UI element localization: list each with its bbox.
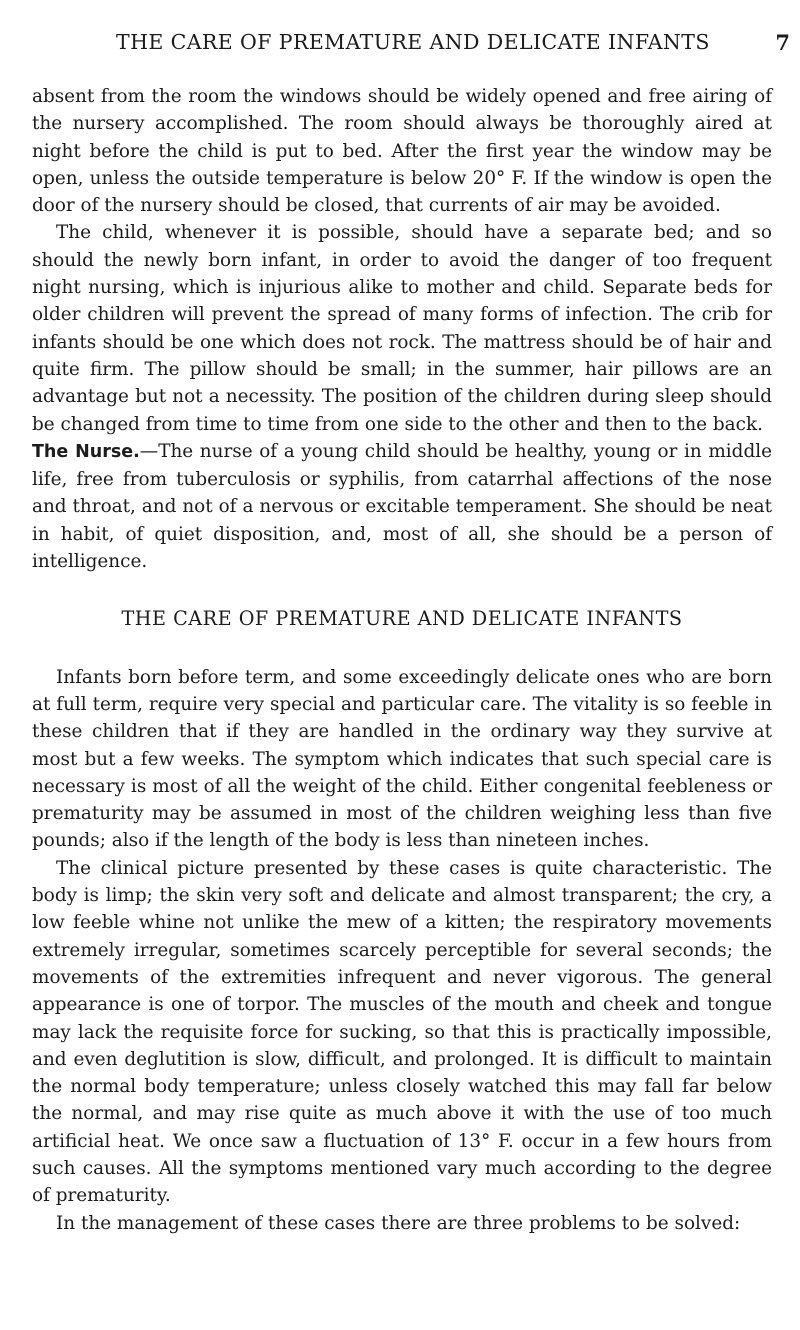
paragraph-management: In the management of these cases there are three problems to be solved:	[56, 1212, 741, 1234]
running-head	[20, 30, 790, 60]
section-heading: THE CARE OF PREMATURE AND DELICATE INFANTS	[121, 607, 683, 631]
paragraph-nurse	[32, 438, 772, 575]
paragraph-clinical-picture: The clinical picture presented by these cases is quite characteristic. The body is limp; the skin very soft and delicate and almost transparent; the cry, a low feeble whine not unlike the mew of a kitten; the respiratory movements extremely irregular, sometimes scarcely perceptible for several seconds; the movements of the extremities infrequent and never vigorous. The general appearance is one of torpor. The muscles of the mouth and cheek and tongue may lack the requisite force for sucking, so that this is practically impossible, and even deglutition is slow, difficult, and prolonged. It is difficult to maintain the normal body temperature; unless closely watched this may fall far below the normal, and may rise quite as much above it with the use of too much artificial heat. We once saw a fluctuation of 13° F. occur in a few hours from such causes. All the symptoms mentioned vary much according to the degree of prematurity.	[32, 857, 772, 1207]
running-title: THE CARE OF PREMATURE AND DELICATE INFANTS	[116, 30, 710, 54]
run-in-heading-nurse: The Nurse.	[32, 441, 140, 462]
body-text	[32, 83, 772, 1237]
paragraph-nurse-text: —The nurse of a young child should be healthy, young or in middle life, free from tuberculosis or syphilis, from catarrhal affections of the nose and throat, and not of a nervous or excitable temperament. She should be neat in habit, of quiet disposition, and, most of all, she should be a person of intelligence.	[32, 440, 772, 573]
paragraph-ventilation: absent from the room the windows should be widely opened and free airing of the nursery accomplished. The room should always be thoroughly aired at night before the child is put to bed. After the first year the window may be open, unless the outside temperature is below 20° F. If the window is open the door of the nursery should be closed, that currents of air may be avoided.	[32, 86, 772, 217]
paragraph-premature-infants: Infants born before term, and some exceedingly delicate ones who are born at full term, require very special and particular care. The vitality is so feeble in these children that if they are handled in the ordinary way they survive at most but a few weeks. The symptom which indicates that such special care is necessary is most of all the weight of the child. Either congenital feebleness or prematurity may be assumed in most of the children weighing less than five pounds; also if the length of the body is less than nineteen inches.	[32, 666, 772, 852]
paragraph-separate-bed: The child, whenever it is possible, should have a separate bed; and so should the newly born infant, in order to avoid the danger of too frequent night nursing, which is injurious alike to mother and child. Separate beds for older children will prevent the spread of many forms of infection. The crib for infants should be one which does not rock. The mattress should be of hair and quite firm. The pillow should be small; in the summer, hair pillows are an advantage but not a necessity. The position of the children during sleep should be changed from time to time from one side to the other and then to the back.	[32, 222, 772, 435]
page-number: 7	[775, 30, 790, 55]
